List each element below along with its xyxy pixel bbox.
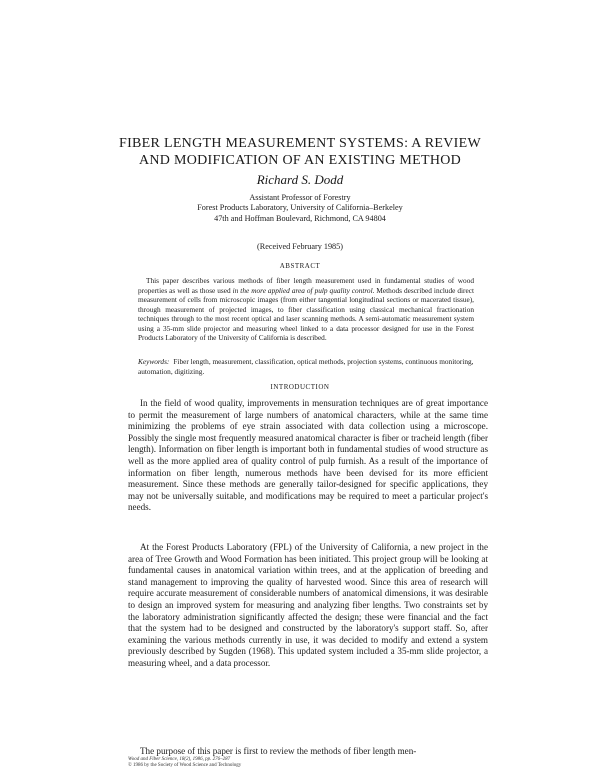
paper-title — [60, 135, 540, 169]
author-name: Richard S. Dodd — [256, 172, 344, 187]
section-heading-introduction: INTRODUCTION — [270, 383, 330, 391]
abstract-part-1: This paper describes various methods of fiber length measurement used in fundamental studies of wood properties as well as those used — [138, 276, 474, 295]
title-line-1: FIBER LENGTH MEASUREMENT SYSTEMS: A REVIEW — [119, 136, 481, 151]
abstract-part-2: Methods described include direct measurement of cells from microscopic images (from either tangential longitudinal sections or macerated tissue), through measurement of projected images, to fiber classification using classical mechanical fractionation techniques through to the most recent optical and laser scanning methods. A semi-automatic measurement system using a 35-mm slide projector and measuring wheel linked to a data processor designed for use in the Forest Products Laboratory of the University of California is described. — [138, 285, 474, 342]
affiliation-institution: Forest Products Laboratory, University of California–Berkeley — [197, 203, 403, 213]
abstract-text — [138, 276, 474, 343]
abstract-emphasis: in the more applied area of pulp quality control. — [232, 285, 375, 295]
keywords-label: Keywords: — [138, 357, 170, 366]
received-date: (Received February 1985) — [257, 242, 343, 251]
footer-copyright: © 1986 by the Society of Wood Science and Technology — [128, 763, 242, 769]
footer-journal: Wood and Fiber Science, 18(2), 1986, pp. 276–287 — [128, 757, 231, 762]
body-paragraph-3: The purpose of this paper is first to review the methods of fiber length men- — [140, 746, 417, 756]
keywords — [138, 357, 474, 376]
page-footer — [128, 757, 488, 769]
affiliation-address: 47th and Hoffman Boulevard, Richmond, CA 94804 — [214, 213, 386, 223]
title-line-2: AND MODIFICATION OF AN EXISTING METHOD — [138, 153, 462, 168]
affiliation-position: Assistant Professor of Forestry — [249, 193, 351, 202]
body-paragraph-1: In the field of wood quality, improvements in mensuration techniques are of great importance to permit the measurement of large numbers of anatomical characters, while at the same time minimizing the problems of eye strain associated with data collection using a microscope. Possibly the single most frequently measured anatomical character is fiber or tracheid length (fiber length). Information on fiber length is important both in fundamental studies of wood structure as well as the more applied area of quality control of pulp furnish. As a result of the importance of information on fiber length, numerous methods have been devised for its more efficient measurement. Since these methods are generally tailor-designed for specific applications, they may not be universally suitable, and modifications may be required to meet a particular project's needs. — [128, 398, 488, 513]
abstract-heading: ABSTRACT — [279, 262, 321, 270]
author-affiliation — [100, 193, 500, 224]
keywords-list: Fiber length, measurement, classification, optical methods, projection systems, continuous monitoring, automation, digitizing. — [138, 357, 474, 376]
body-paragraph-2: At the Forest Products Laboratory (FPL) of the University of California, a new project in the area of Tree Growth and Wood Formation has been initiated. This project group will be looking at fundamental causes in anatomical variation within trees, and at the application of breeding and stand management to improving the quality of harvested wood. Since this area of research will require accurate measurement of considerable numbers of anatomical dimensions, it was desirable to design an improved system for measuring and analyzing fiber lengths. Two constraints set by the laboratory administration significantly affected the design; these were financial and the fact that the system had to be designed and constructed by the laboratory's support staff. So, after examining the various methods currently in use, it was decided to modify and extend a system previously described by Sugden (1968). This updated system included a 35-mm slide projector, a measuring wheel, and a data processor. — [128, 542, 488, 668]
